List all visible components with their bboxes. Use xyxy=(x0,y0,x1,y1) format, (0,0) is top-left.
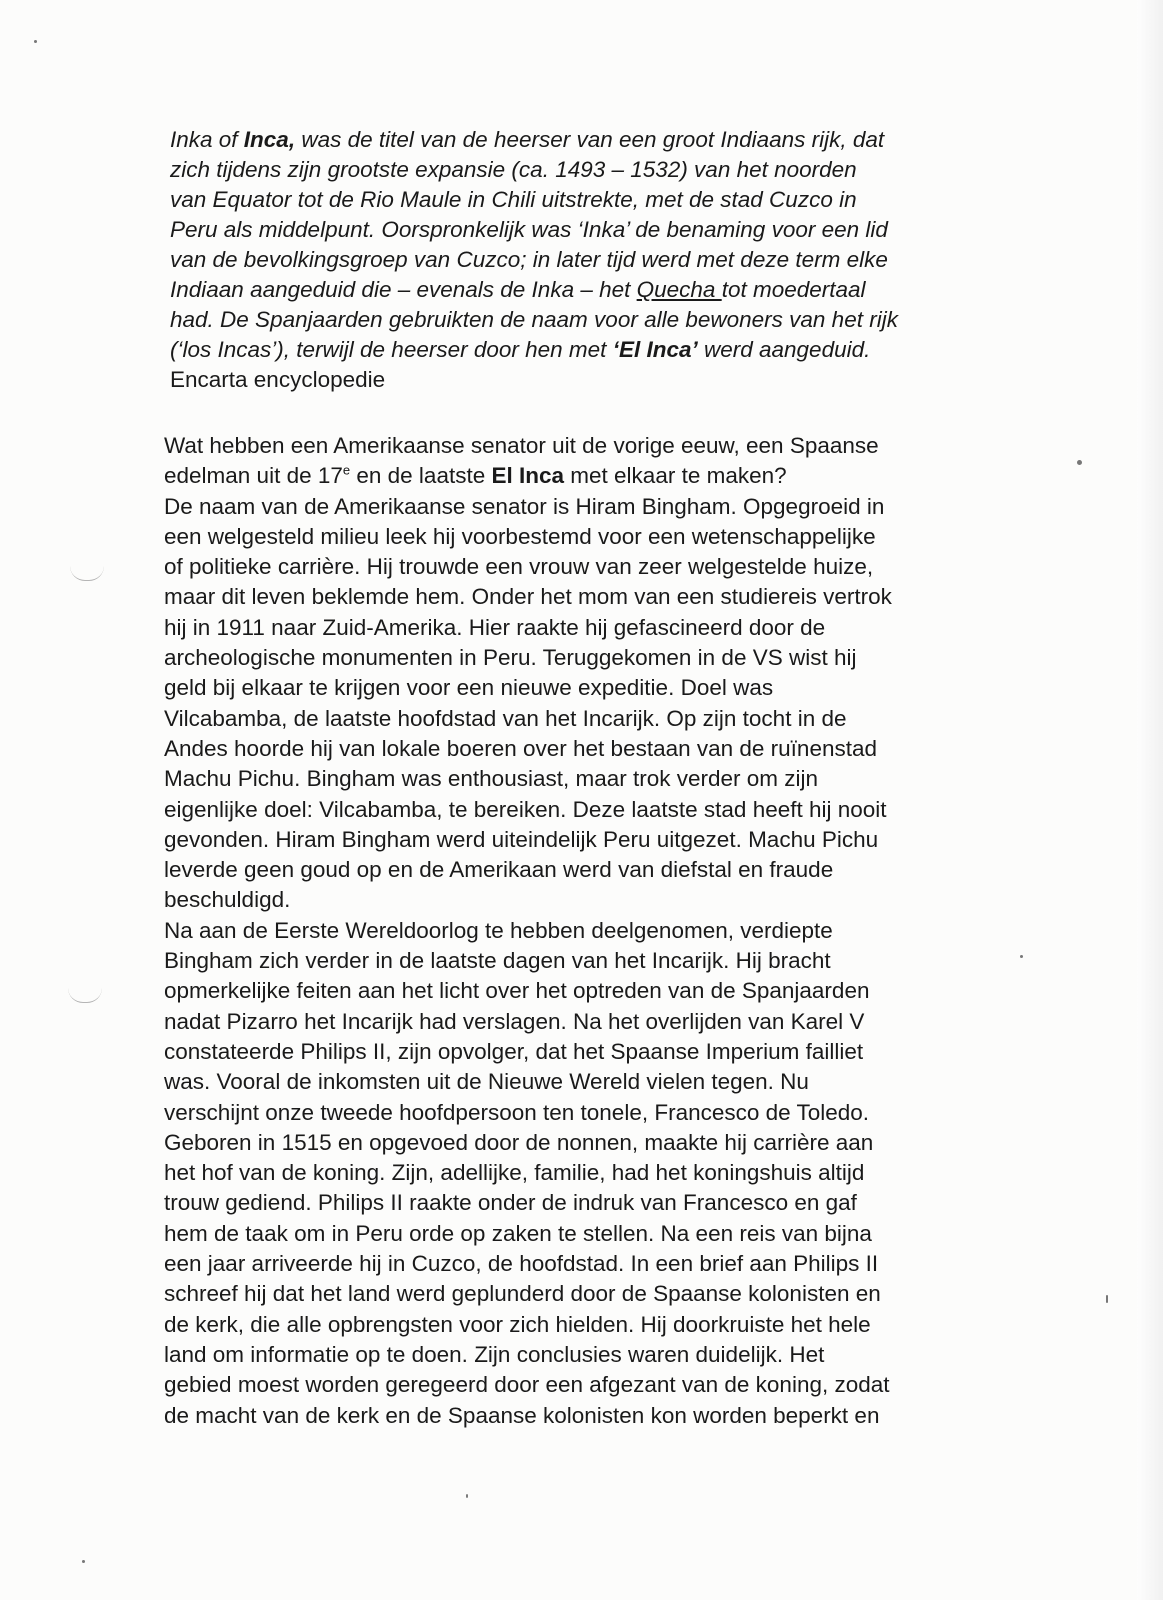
quote-source: Encarta encyclopedie xyxy=(170,367,386,392)
scan-edge-shadow xyxy=(1137,0,1163,1600)
term-el-inca: ‘El Inca’ xyxy=(612,337,698,362)
body-line: of politieke carrière. Hij trouwde een vrouw van zeer welgestelde huize, xyxy=(164,554,874,580)
body-line: Na aan de Eerste Wereldoorlog te hebben deelgenomen, verdiepte xyxy=(164,917,833,943)
body-line: Geboren in 1515 en opgevoed door de nonnen, maakte hij carrière aan xyxy=(164,1129,874,1155)
scan-speck xyxy=(82,1560,85,1563)
body-line: was. Vooral de inkomsten uit de Nieuwe Wereld vielen tegen. Nu xyxy=(164,1069,809,1095)
scan-speck xyxy=(466,1494,468,1498)
quote-line: had. De Spanjaarden gebruikten de naam voor alle bewoners van het rijk xyxy=(170,307,898,332)
body-line: Andes hoorde hij van lokale boeren over het bestaan van de ruïnenstad xyxy=(164,735,878,761)
punch-hole-mark xyxy=(70,566,104,581)
body-line: schreef hij dat het land werd geplunderd door de Spaanse kolonisten en xyxy=(164,1281,881,1307)
quote-line: van de bevolkingsgroep van Cuzco; in later tijd werd met deze term elke xyxy=(170,247,888,272)
body-line: een welgesteld milieu leek hij voorbestemd voor een wetenschappelijke xyxy=(164,523,876,549)
body-line: een jaar arriveerde hij in Cuzco, de hoofdstad. In een brief aan Philips II xyxy=(164,1251,879,1277)
scan-speck xyxy=(1106,1295,1108,1303)
term-quecha: Quecha xyxy=(636,277,722,302)
article-body xyxy=(164,431,1044,1431)
question-line: Wat hebben een Amerikaanse senator uit de vorige eeuw, een Spaanse xyxy=(164,433,879,458)
quote-line: van Equator tot de Rio Maule in Chili uitstrekte, met de stad Cuzco in xyxy=(170,187,857,212)
encyclopedia-quote xyxy=(170,125,1050,395)
body-line: trouw gediend. Philips II raakte onder de indruk van Francesco en gaf xyxy=(164,1190,857,1216)
body-line: hem de taak om in Peru orde op zaken te stellen. Na een reis van bijna xyxy=(164,1220,872,1246)
body-line: gebied moest worden geregeerd door een afgezant van de koning, zodat xyxy=(164,1372,890,1398)
scan-speck xyxy=(1077,460,1082,465)
body-line: archeologische monumenten in Peru. Teruggekomen in de VS wist hij xyxy=(164,645,857,671)
body-line: het hof van de koning. Zijn, adellijke, familie, had het koningshuis altijd xyxy=(164,1160,865,1186)
body-line: opmerkelijke feiten aan het licht over het optreden van de Spanjaarden xyxy=(164,978,870,1004)
scan-speck xyxy=(34,40,37,43)
body-line: Machu Pichu. Bingham was enthousiast, maar trok verder om zijn xyxy=(164,766,819,792)
body-line: maar dit leven beklemde hem. Onder het mom van een studiereis vertrok xyxy=(164,584,892,610)
question-line: edelman uit de 17e en de laatste El Inca met elkaar te maken? xyxy=(164,462,787,489)
body-line: constateerde Philips II, zijn opvolger, dat het Spaanse Imperium failliet xyxy=(164,1038,864,1064)
body-line: gevonden. Hiram Bingham werd uiteindelijk Peru uitgezet. Machu Pichu xyxy=(164,826,879,852)
punch-hole-mark xyxy=(68,988,102,1003)
quote-line: Indiaan aangeduid die – evenals de Inka – het Quecha tot moedertaal xyxy=(170,277,866,302)
body-line: Vilcabamba, de laatste hoofdstad van het Incarijk. Op zijn tocht in de xyxy=(164,705,847,731)
body-line: de macht van de kerk en de Spaanse kolonisten kon worden beperkt en xyxy=(164,1402,880,1428)
body-line: de kerk, die alle opbrengsten voor zich hielden. Hij doorkruiste het hele xyxy=(164,1311,871,1337)
body-line: land om informatie op te doen. Zijn conclusies waren duidelijk. Het xyxy=(164,1341,825,1367)
quote-line: Peru als middelpunt. Oorspronkelijk was ‘Inka’ de benaming voor een lid xyxy=(170,217,888,242)
body-line: leverde geen goud op en de Amerikaan werd van diefstal en fraude xyxy=(164,857,834,883)
body-line: eigenlijke doel: Vilcabamba, te bereiken. Deze laatste stad heeft hij nooit xyxy=(164,796,887,822)
quote-line: Inka of Inca, was de titel van de heerser van een groot Indiaans rijk, dat xyxy=(170,127,885,152)
body-line: nadat Pizarro het Incarijk had verslagen. Na het overlijden van Karel V xyxy=(164,1008,865,1034)
body-line: hij in 1911 naar Zuid-Amerika. Hier raakte hij gefascineerd door de xyxy=(164,614,826,640)
term-inca: Inca, xyxy=(243,127,296,152)
body-line: verschijnt onze tweede hoofdpersoon ten tonele, Francesco de Toledo. xyxy=(164,1099,870,1125)
body-line: beschuldigd. xyxy=(164,887,291,913)
body-line: De naam van de Amerikaanse senator is Hiram Bingham. Opgegroeid in xyxy=(164,493,885,519)
quote-line: zich tijdens zijn grootste expansie (ca. 1493 – 1532) van het noorden xyxy=(170,157,857,182)
body-lines xyxy=(164,492,1044,1431)
term-el-inca: El Inca xyxy=(491,463,565,489)
quote-line: (‘los Incas’), terwijl de heerser door hen met ‘El Inca’ werd aangeduid. xyxy=(170,337,871,362)
body-line: geld bij elkaar te krijgen voor een nieuwe expeditie. Doel was xyxy=(164,675,774,701)
body-line: Bingham zich verder in de laatste dagen van het Incarijk. Hij bracht xyxy=(164,948,831,974)
